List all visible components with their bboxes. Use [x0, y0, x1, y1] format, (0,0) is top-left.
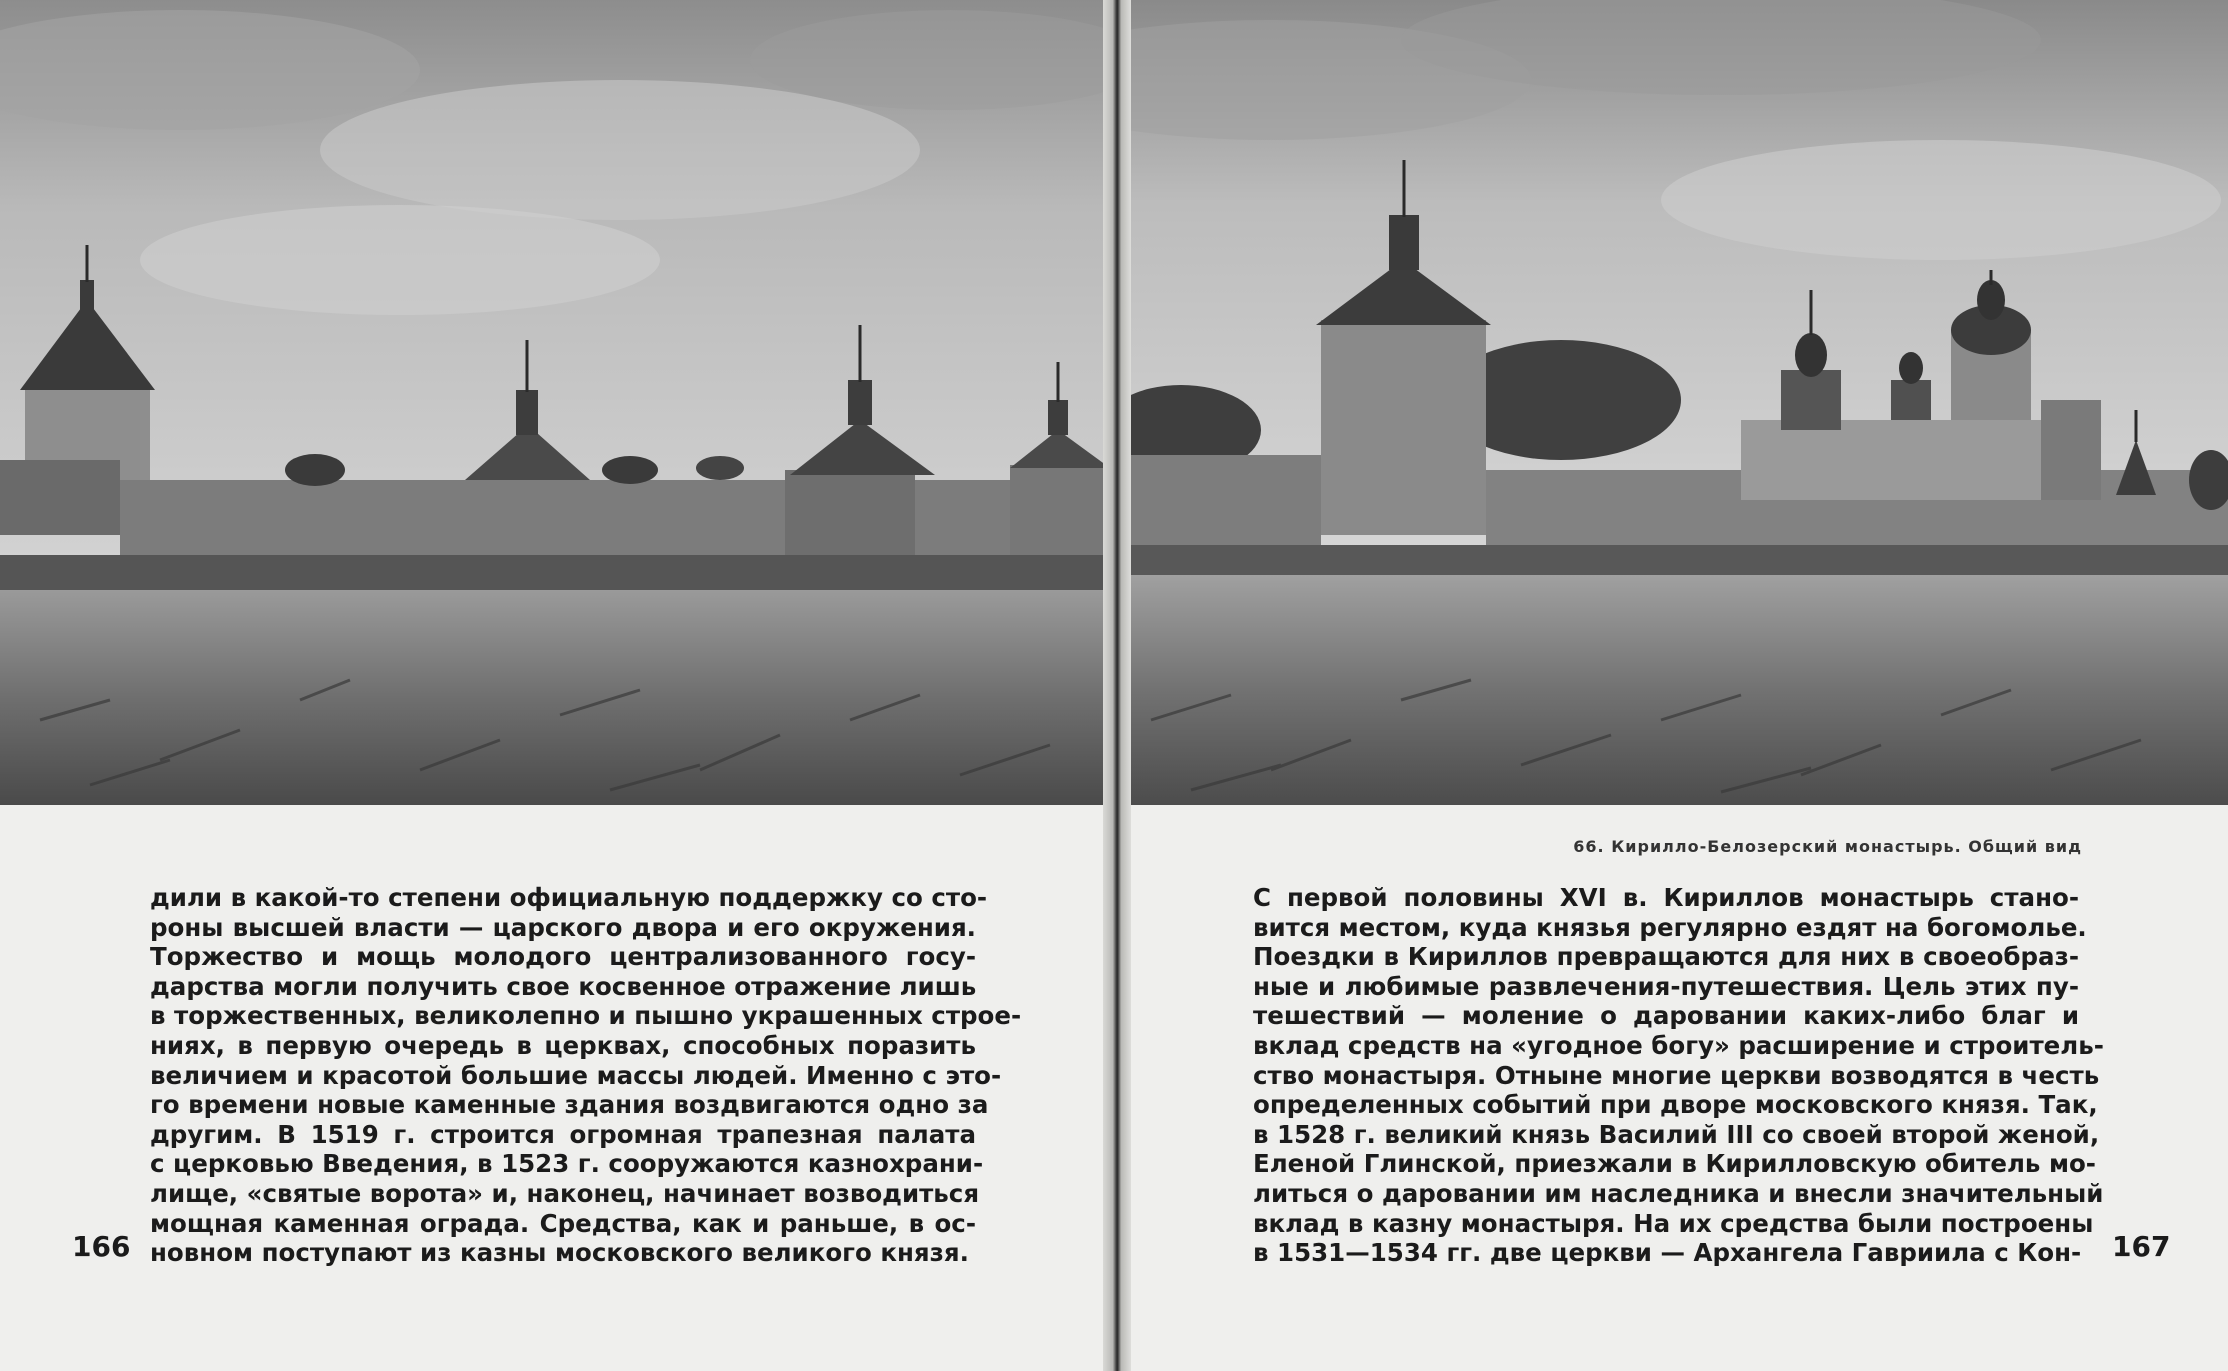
- text-line: тешествий — моление о даровании каких-либо благ и: [1253, 1001, 2079, 1031]
- text-line: го времени новые каменные здания воздвигаются одно за: [150, 1090, 989, 1120]
- text-line: другим. В 1519 г. строится огромная трапезная палата: [150, 1119, 976, 1149]
- text-line: ниях, в первую очередь в церквах, способных поразить: [150, 1030, 976, 1060]
- text-line: мощная каменная ограда. Средства, как и раньше, в ос-: [150, 1208, 976, 1238]
- monastery-photo-right: [1121, 0, 2228, 805]
- text-line: в торжественных, великолепно и пышно украшенных строе-: [150, 1001, 1022, 1031]
- text-line: вклад в казну монастыря. На их средства были построены: [1253, 1208, 2094, 1238]
- text-line: новном поступают из казны московского великого князя.: [150, 1238, 969, 1268]
- text-line: в 1528 г. великий князь Василий III со своей второй женой,: [1253, 1119, 2100, 1149]
- text-line: Поездки в Кириллов превращаются для них в своеобраз-: [1253, 942, 2079, 972]
- left-page-body-text: [150, 883, 1022, 1268]
- text-line: С первой половины XVI в. Кириллов монастырь стано-: [1253, 883, 2079, 912]
- text-line: Еленой Глинской, приезжали в Кирилловскую обитель мо-: [1253, 1149, 2096, 1179]
- text-line: литься о даровании им наследника и внесли значительный: [1253, 1178, 2104, 1208]
- text-line: лище, «святые ворота» и, наконец, начинает возводиться: [150, 1178, 980, 1208]
- text-line: дили в какой-то степени официальную поддержку со сто-: [150, 883, 988, 912]
- monastery-photo-left: [0, 0, 1113, 805]
- page-number-left: 166: [72, 1230, 131, 1263]
- text-line: дарства могли получить свое косвенное отражение лишь: [150, 971, 977, 1001]
- left-page: [0, 0, 1113, 1371]
- text-line: в 1531—1534 гг. две церкви — Архангела Гавриила с Кон-: [1253, 1238, 2082, 1268]
- text-line: Торжество и мощь молодого централизованного госу-: [150, 942, 976, 972]
- figure-caption: 66. Кирилло-Белозерский монастырь. Общий вид: [1573, 837, 2082, 856]
- text-line: ные и любимые развлечения-путешествия. Цель этих пу-: [1253, 971, 2079, 1001]
- text-line: ство монастыря. Отныне многие церкви возводятся в честь: [1253, 1060, 2100, 1090]
- text-line: с церковью Введения, в 1523 г. сооружаются казнохрани-: [150, 1149, 984, 1179]
- book-gutter: [1103, 0, 1131, 1371]
- right-page: [1121, 0, 2228, 1371]
- text-line: вится местом, куда князья регулярно ездят на богомолье.: [1253, 912, 2087, 942]
- text-line: роны высшей власти — царского двора и его окружения.: [150, 912, 976, 942]
- text-line: вклад средств на «угодное богу» расширение и строитель-: [1253, 1030, 2104, 1060]
- right-page-body-text: [1253, 883, 2104, 1268]
- text-line: величием и красотой большие массы людей. Именно с это-: [150, 1060, 1002, 1090]
- page-number-right: 167: [2112, 1230, 2171, 1263]
- text-line: определенных событий при дворе московского князя. Так,: [1253, 1090, 2098, 1120]
